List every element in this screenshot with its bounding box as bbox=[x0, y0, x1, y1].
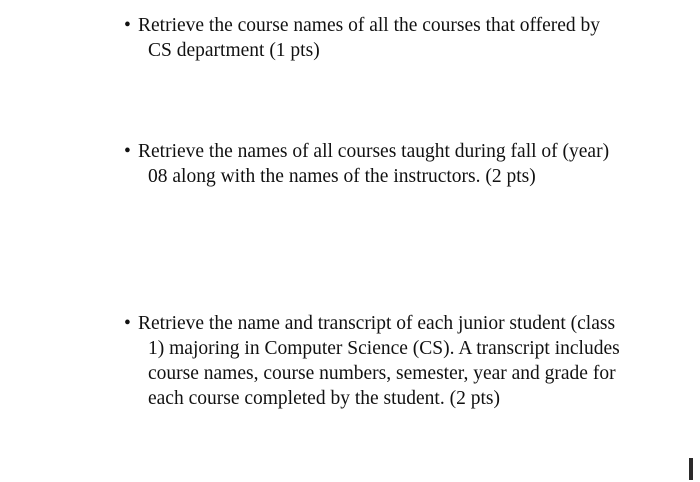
bullet-item-transcript bbox=[124, 311, 624, 411]
bullet-marker: • bbox=[124, 313, 131, 334]
bullet-text: Retrieve the course names of all the courses that offered by CS department (1 pts) bbox=[138, 15, 601, 61]
bullet-marker: • bbox=[124, 141, 131, 162]
bullet-item-fall-courses bbox=[124, 139, 624, 189]
bullet-text: Retrieve the name and transcript of each junior student (class 1) majoring in Computer Science (CS). A transcript includes course names, course numbers, semester, year and grade for each course completed by the student. (2 pts) bbox=[138, 313, 620, 409]
bullet-text: Retrieve the names of all courses taught during fall of (year) 08 along with the names of the instructors. (2 pts) bbox=[138, 141, 610, 187]
bullet-item-course-names bbox=[124, 13, 624, 63]
text-cursor-icon bbox=[689, 458, 693, 480]
bullet-marker: • bbox=[124, 15, 131, 36]
